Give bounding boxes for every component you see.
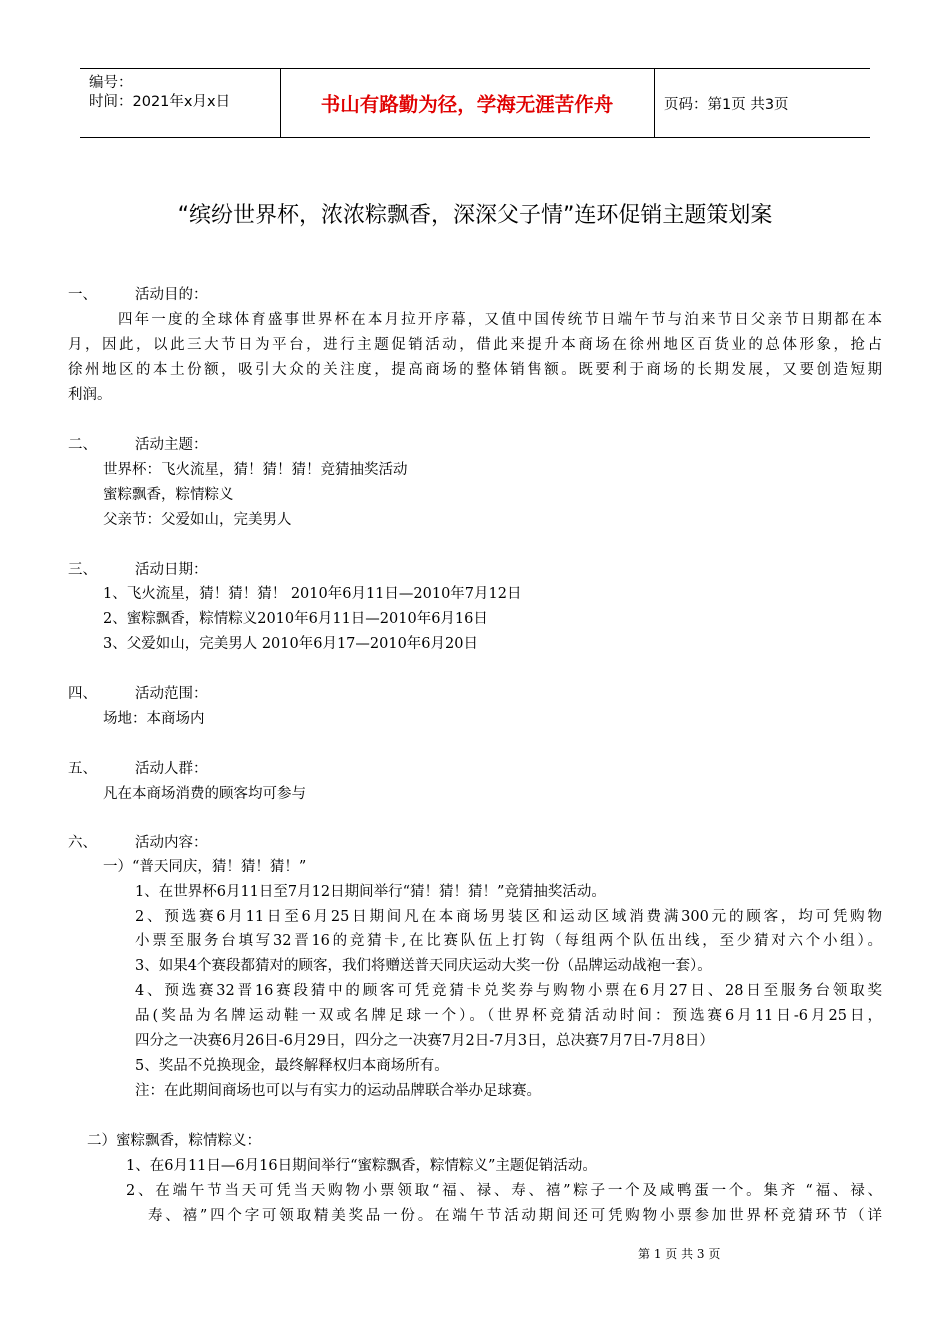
list-item: 1、在世界杯6月11日至7月12日期间举行“猜！猜！猜！”竞猜抽奖活动。 xyxy=(135,884,606,900)
document-title: “缤纷世界杯，浓浓粽飘香，深深父子情”连环促销主题策划案 xyxy=(177,203,773,228)
list-item: 注：在此期间商场也可以与有实力的运动品牌联合举办足球赛。 xyxy=(135,1083,541,1099)
section-number: 三、 xyxy=(68,562,97,578)
paragraph-line: 四年一度的全球体育盛事世界杯在本月拉开序幕，又值中国传统节日端午节与泊来节日父亲节日期都在本 xyxy=(118,312,882,328)
time-label: 时间：2021年x月x日 xyxy=(89,94,231,110)
list-item: 3、父爱如山，完美男人 2010年6月17—2010年6月20日 xyxy=(103,636,478,652)
motto: 书山有路勤为径，学海无涯苦作舟 xyxy=(280,69,655,137)
document-header-table xyxy=(80,68,870,138)
section-heading: 活动目的： xyxy=(135,287,208,303)
list-item: 小票至服务台填写32晋16的竞猜卡,在比赛队伍上打钩（每组两个队伍出线，至少猜对六个小组）。 xyxy=(135,933,882,949)
list-item: 品(奖品为名牌运动鞋一双或名牌足球一个）。（世界杯竞猜活动时间：预选赛6月11日-6月25日， xyxy=(135,1008,882,1024)
list-item: 1、在6月11日—6月16日期间举行“蜜粽飘香，粽情粽义”主题促销活动。 xyxy=(126,1158,597,1174)
section-heading: 活动人群： xyxy=(135,761,208,777)
section-number: 六、 xyxy=(68,835,97,851)
code-label: 编号： xyxy=(89,75,133,91)
subsection-title: 一）“普天同庆，猜！猜！猜！” xyxy=(103,859,307,875)
paragraph-line: 月，因此，以此三大节日为平台，进行主题促销活动，借此来提升本商场在徐州地区百货业的总体形象，抢占 xyxy=(68,337,882,353)
section-number: 二、 xyxy=(68,437,97,453)
section-heading: 活动内容： xyxy=(135,835,208,851)
subsection-title: 二）蜜粽飘香，粽情粽义： xyxy=(87,1133,261,1149)
list-item: 2、预选赛6月11日至6月25日期间凡在本商场男装区和运动区域消费满300元的顾客，均可凭购物 xyxy=(135,909,883,925)
page-info: 页码：第1页 共3页 xyxy=(664,96,789,113)
list-item: 5、奖品不兑换现金，最终解释权归本商场所有。 xyxy=(135,1058,449,1074)
section-number: 四、 xyxy=(68,686,97,702)
header-left-cell xyxy=(80,69,281,137)
paragraph-line: 利润。 xyxy=(68,387,112,403)
list-item: 4、预选赛32晋16赛段猜中的顾客可凭竞猜卡兑奖券与购物小票在6月27日、28日至服务台领取奖 xyxy=(135,983,882,999)
section-number: 一、 xyxy=(68,287,97,303)
section-heading: 活动日期： xyxy=(135,562,208,578)
section-text: 场地：本商场内 xyxy=(103,711,205,727)
list-item: 1、飞火流星，猜！猜！猜！ 2010年6月11日—2010年7月12日 xyxy=(103,586,522,602)
list-item: 四分之一决赛6月26日-6月29日，四分之一决赛7月2日-7月3日，总决赛7月7日-7月8日） xyxy=(135,1033,714,1049)
list-item: 世界杯：飞火流星，猜！猜！猜！竞猜抽奖活动 xyxy=(103,462,408,478)
section-text: 凡在本商场消费的顾客均可参与 xyxy=(103,786,306,802)
section-heading: 活动主题： xyxy=(135,437,208,453)
list-item: 寿、禧”四个字可领取精美奖品一份。在端午节活动期间还可凭购物小票参加世界杯竞猜环节（详 xyxy=(148,1208,882,1224)
list-item: 2、蜜粽飘香，粽情粽义2010年6月11日—2010年6月16日 xyxy=(103,611,488,627)
page-footer: 第 1 页 共 3 页 xyxy=(638,1247,721,1261)
list-item: 3、如果4个赛段都猜对的顾客，我们将赠送普天同庆运动大奖一份（品牌运动战袍一套）。 xyxy=(135,958,712,974)
list-item: 蜜粽飘香，粽情粽义 xyxy=(103,487,234,503)
list-item: 父亲节：父爱如山，完美男人 xyxy=(103,512,292,528)
section-number: 五、 xyxy=(68,761,97,777)
paragraph-line: 徐州地区的本土份额，吸引大众的关注度，提高商场的整体销售额。既要利于商场的长期发展，又要创造短期 xyxy=(68,362,882,378)
list-item: 2、在端午节当天可凭当天购物小票领取“福、禄、寿、禧”粽子一个及咸鸭蛋一个。集齐 “福、禄、 xyxy=(126,1183,882,1199)
section-heading: 活动范围： xyxy=(135,686,208,702)
